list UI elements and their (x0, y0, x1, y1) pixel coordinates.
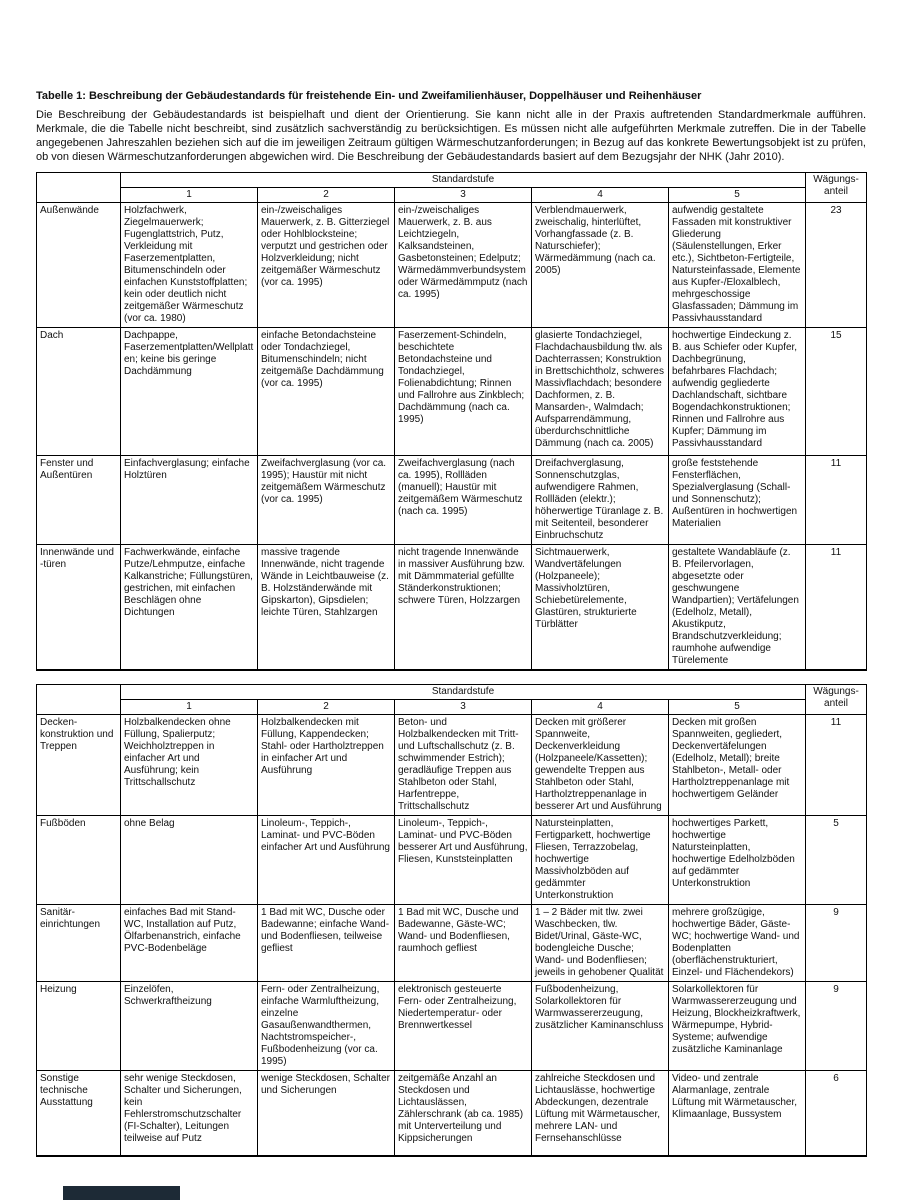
cell-stufe-5: aufwendig gestaltete Fassaden mit konstruktiver Gliederung (Säulenstellungen, Erker etc.), Sichtbeton-Fertigteile, Natursteinfassade, Elemente aus Kupfer-/Eloxalblech, mehrgeschossige Glasfassaden; Dämmung im Passivhausstandard (669, 203, 806, 328)
table-row (37, 545, 867, 671)
row-label-sanitaer: Sanitär-einrichtungen (37, 905, 121, 982)
row-label-heizung: Heizung (37, 982, 121, 1071)
cell-stufe-3: nicht tragende Innenwände in massiver Ausführung bzw. mit Dämmmaterial gefüllte Ständerkonstruktionen; schwere Türen, Holzzargen (395, 545, 532, 671)
cell-stufe-5: mehrere großzügige, hochwertige Bäder, Gäste-WC; hochwertige Wand- und Bodenplatten (oberflächenstrukturiert, Einzel- und Flächendekors) (669, 905, 806, 982)
cell-stufe-1: Einfachverglasung; einfache Holztüren (121, 456, 258, 545)
waegungsanteil-line2: anteil (824, 698, 848, 709)
waegungsanteil-line1: Wägungs- (813, 174, 859, 185)
cell-stufe-1: sehr wenige Steckdosen, Schalter und Sicherungen, kein Fehlerstromschutzschalter (FI-Schalter), Leitungen teilweise auf Putz (121, 1071, 258, 1156)
cell-stufe-4: zahlreiche Steckdosen und Lichtauslässe, hochwertige Abdeckungen, dezentrale Lüftung mit Wärmetauscher, mehrere LAN- und Fernsehanschlüsse (532, 1071, 669, 1156)
cell-stufe-3: ein-/zweischaliges Mauerwerk, z. B. aus Leichtziegeln, Kalksandsteinen, Gasbetonsteinen; Edelputz; Wärmedämmverbundsystem oder Wärmedämmputz (nach ca. 1995) (395, 203, 532, 328)
cell-stufe-3: elektronisch gesteuerte Fern- oder Zentralheizung, Niedertemperatur- oder Brennwertkessel (395, 982, 532, 1071)
corner-cell (37, 173, 121, 203)
cell-stufe-2: 1 Bad mit WC, Dusche oder Badewanne; einfache Wand- und Bodenfliesen, teilweise gefliest (258, 905, 395, 982)
cell-stufe-3: Linoleum-, Teppich-, Laminat- und PVC-Böden besserer Art und Ausführung, Fliesen, Kunststeinplatten (395, 816, 532, 905)
cell-stufe-5: große feststehende Fensterflächen, Spezialverglasung (Schall- und Sonnenschutz); Außentüren in hochwertigen Materialien (669, 456, 806, 545)
weight-value: 11 (806, 545, 867, 671)
level-5-header: 5 (669, 188, 806, 203)
cell-stufe-3: Zweifachverglasung (nach ca. 1995), Rollläden (manuell); Haustür mit zeitgemäßem Wärmeschutz (nach ca. 1995) (395, 456, 532, 545)
row-label-fussboeden: Fußböden (37, 816, 121, 905)
weight-value: 15 (806, 328, 867, 456)
waegungsanteil-header (806, 685, 867, 715)
level-3-header: 3 (395, 700, 532, 715)
cell-stufe-2: Holzbalkendecken mit Füllung, Kappendecken; Stahl- oder Hartholztreppen in einfacher Art und Ausführung (258, 715, 395, 816)
level-4-header: 4 (532, 700, 669, 715)
corner-cell (37, 685, 121, 715)
cell-stufe-1: Fachwerkwände, einfache Putze/Lehmputze, einfache Kalkanstriche; Füllungstüren, gestrichen, mit einfachen Beschlägen ohne Dichtungen (121, 545, 258, 671)
row-label-innenwaende: Innenwände und -türen (37, 545, 121, 671)
standardstufe-header: Standardstufe (121, 173, 806, 188)
cell-stufe-2: einfache Betondachsteine oder Tondachziegel, Bitumenschindeln; nicht zeitgemäße Dachdämmung (vor ca. 1995) (258, 328, 395, 456)
row-label-aussenwaende: Außenwände (37, 203, 121, 328)
weight-value: 11 (806, 715, 867, 816)
level-1-header: 1 (121, 188, 258, 203)
table-row (37, 816, 867, 905)
row-label-fenster: Fenster und Außentüren (37, 456, 121, 545)
level-1-header: 1 (121, 700, 258, 715)
cell-stufe-1: Einzelöfen, Schwerkraftheizung (121, 982, 258, 1071)
level-2-header: 2 (258, 188, 395, 203)
table-row (37, 203, 867, 328)
level-2-header: 2 (258, 700, 395, 715)
weight-value: 9 (806, 905, 867, 982)
cell-stufe-3: Beton- und Holzbalkendecken mit Tritt- und Luftschallschutz (z. B. schwimmender Estrich); geradläufige Treppen aus Stahlbeton oder Stahl, Harfentreppe, Trittschallschutz (395, 715, 532, 816)
row-label-sonstige-technik: Sonstige technische Ausstattung (37, 1071, 121, 1156)
cell-stufe-4: Sichtmauerwerk, Wandvertäfelungen (Holzpaneele); Massivholztüren, Schiebetürelemente, Glastüren, strukturierte Türblätter (532, 545, 669, 671)
table-row (37, 715, 867, 816)
table-row (37, 328, 867, 456)
cell-stufe-4: Decken mit größerer Spannweite, Deckenverkleidung (Holzpaneele/Kassetten); gewendelte Treppen aus Stahlbeton oder Stahl, Hartholztreppenanlage in besserer Art und Ausführung (532, 715, 669, 816)
cell-stufe-4: Dreifachverglasung, Sonnenschutzglas, aufwendigere Rahmen, Rollläden (elektr.); höherwertige Türanlage z. B. mit Seitenteil, besonderer Einbruchschutz (532, 456, 669, 545)
cell-stufe-5: Decken mit großen Spannweiten, gegliedert, Deckenvertäfelungen (Edelholz, Metall); breite Stahlbeton-, Metall- oder Hartholztreppenanlage mit hochwertigem Geländer (669, 715, 806, 816)
cell-stufe-1: Holzbalkendecken ohne Füllung, Spalierputz; Weichholztreppen in einfacher Art und Ausführung; kein Trittschallschutz (121, 715, 258, 816)
level-3-header: 3 (395, 188, 532, 203)
standards-table-1 (36, 172, 867, 671)
waegungsanteil-line2: anteil (824, 186, 848, 197)
standardstufe-header: Standardstufe (121, 685, 806, 700)
cell-stufe-1: Holzfachwerk, Ziegelmauerwerk; Fugenglattstrich, Putz, Verkleidung mit Faserzementplatten, Bitumenschindeln oder einfachen Kunststoffplatten; kein oder deutlich nicht zeitgemäßer Wärmeschutz (vor ca. 1980) (121, 203, 258, 328)
level-5-header: 5 (669, 700, 806, 715)
cell-stufe-4: Fußbodenheizung, Solarkollektoren für Warmwassererzeugung, zusätzlicher Kaminanschluss (532, 982, 669, 1071)
cell-stufe-4: glasierte Tondachziegel, Flachdachausbildung tlw. als Dachterrassen; Konstruktion in Brettschichtholz, schweres Massivflachdach; besondere Dachformen, z. B. Mansarden-, Walmdach; Aufsparrendämmung, überdurchschnittliche Dämmung (nach ca. 2005) (532, 328, 669, 456)
cell-stufe-1: einfaches Bad mit Stand-WC, Installation auf Putz, Ölfarbenanstrich, einfache PVC-Bodenbeläge (121, 905, 258, 982)
cell-stufe-3: 1 Bad mit WC, Dusche und Badewanne, Gäste-WC; Wand- und Bodenfliesen, raumhoch gefliest (395, 905, 532, 982)
cell-stufe-2: Fern- oder Zentralheizung, einfache Warmluftheizung, einzelne Gasaußenwandthermen, Nachtstromspeicher-, Fußbodenheizung (vor ca. 1995) (258, 982, 395, 1071)
cell-stufe-2: massive tragende Innenwände, nicht tragende Wände in Leichtbauweise (z. B. Holzständerwände mit Gipskarton), Gipsdielen; leichte Türen, Stahlzargen (258, 545, 395, 671)
weight-value: 9 (806, 982, 867, 1071)
weight-value: 11 (806, 456, 867, 545)
cell-stufe-4: Verblendmauerwerk, zweischalig, hinterlüftet, Vorhangfassade (z. B. Naturschiefer); Wärmedämmung (nach ca. 2005) (532, 203, 669, 328)
level-4-header: 4 (532, 188, 669, 203)
cell-stufe-5: hochwertige Eindeckung z. B. aus Schiefer oder Kupfer, Dachbegrünung, befahrbares Flachdach; aufwendig gegliederte Dachlandschaft, sichtbare Bogendachkonstruktionen; Rinnen und Fallrohre aus Kupfer; Dämmung im Passivhausstandard (669, 328, 806, 456)
cell-stufe-2: Linoleum-, Teppich-, Laminat- und PVC-Böden einfacher Art und Ausführung (258, 816, 395, 905)
cell-stufe-5: hochwertiges Parkett, hochwertige Natursteinplatten, hochwertige Edelholzböden auf gedämmter Unterkonstruktion (669, 816, 806, 905)
cell-stufe-5: Video- und zentrale Alarmanlage, zentrale Lüftung mit Wärmetauscher, Klimaanlage, Bussystem (669, 1071, 806, 1156)
footer-bar (63, 1186, 180, 1200)
row-label-deckenkonstruktion: Decken-konstruktion und Treppen (37, 715, 121, 816)
cell-stufe-5: Solarkollektoren für Warmwassererzeugung und Heizung, Blockheizkraftwerk, Wärmepumpe, Hybrid-Systeme; aufwendige zusätzliche Kaminanlage (669, 982, 806, 1071)
cell-stufe-2: Zweifachverglasung (vor ca. 1995); Haustür mit nicht zeitgemäßem Wärmeschutz (vor ca. 1995) (258, 456, 395, 545)
cell-stufe-5: gestaltete Wandabläufe (z. B. Pfeilervorlagen, abgesetzte oder geschwungene Wandpartien); Vertäfelungen (Edelholz, Metall), Akustikputz, Brandschutzverkleidung; raumhohe aufwendige Türelemente (669, 545, 806, 671)
table-title: Tabelle 1: Beschreibung der Gebäudestandards für freistehende Ein- und Zweifamilienhäuser, Doppelhäuser und Reihenhäuser (36, 90, 702, 102)
cell-stufe-4: Natursteinplatten, Fertigparkett, hochwertige Fliesen, Terrazzobelag, hochwertige Massivholzböden auf gedämmter Unterkonstruktion (532, 816, 669, 905)
weight-value: 5 (806, 816, 867, 905)
cell-stufe-1: ohne Belag (121, 816, 258, 905)
cell-stufe-3: zeitgemäße Anzahl an Steckdosen und Lichtauslässen, Zählerschrank (ab ca. 1985) mit Unterverteilung und Kippsicherungen (395, 1071, 532, 1156)
table-row (37, 982, 867, 1071)
table-row (37, 1071, 867, 1156)
cell-stufe-2: wenige Steckdosen, Schalter und Sicherungen (258, 1071, 395, 1156)
intro-paragraph: Die Beschreibung der Gebäudestandards ist beispielhaft und dient der Orientierung. Sie kann nicht alle in der Praxis auftretenden Standardmerkmale aufführen. Merkmale, die die Tabelle nicht beschreibt, sind zusätzlich sachverständig zu berücksichtigen. Es müssen nicht alle aufgeführten Merkmale zutreffen. Die in der Tabelle angegebenen Jahreszahlen beziehen sich auf die im jeweiligen Zeitraum gültigen Wärmeschutzanforderungen; in Bezug auf das konkrete Bewertungsobjekt ist zu prüfen, ob von diesen Wärmeschutzanforderungen abgewichen wird. Die Beschreibung der Gebäudestandards basiert auf dem Bezugsjahr der NHK (Jahr 2010). (36, 109, 866, 163)
weight-value: 23 (806, 203, 867, 328)
table-row (37, 905, 867, 982)
document-page (36, 90, 866, 1170)
cell-stufe-2: ein-/zweischaliges Mauerwerk, z. B. Gitterziegel oder Hohlblocksteine; verputzt und gestrichen oder Holzverkleidung; nicht zeitgemäßer Wärmeschutz (vor ca. 1995) (258, 203, 395, 328)
standards-table-2 (36, 684, 867, 1157)
cell-stufe-1: Dachpappe, Faserzementplatten/Wellplatten; keine bis geringe Dachdämmung (121, 328, 258, 456)
waegungsanteil-header (806, 173, 867, 203)
weight-value: 6 (806, 1071, 867, 1156)
row-label-dach: Dach (37, 328, 121, 456)
table-row (37, 456, 867, 545)
cell-stufe-4: 1 – 2 Bäder mit tlw. zwei Waschbecken, tlw. Bidet/Urinal, Gäste-WC, bodengleiche Dusche; Wand- und Bodenfliesen; jeweils in gehobener Qualität (532, 905, 669, 982)
waegungsanteil-line1: Wägungs- (813, 686, 859, 697)
cell-stufe-3: Faserzement-Schindeln, beschichtete Betondachsteine und Tondachziegel, Folienabdichtung; Rinnen und Fallrohre aus Zinkblech; Dachdämmung (nach ca. 1995) (395, 328, 532, 456)
